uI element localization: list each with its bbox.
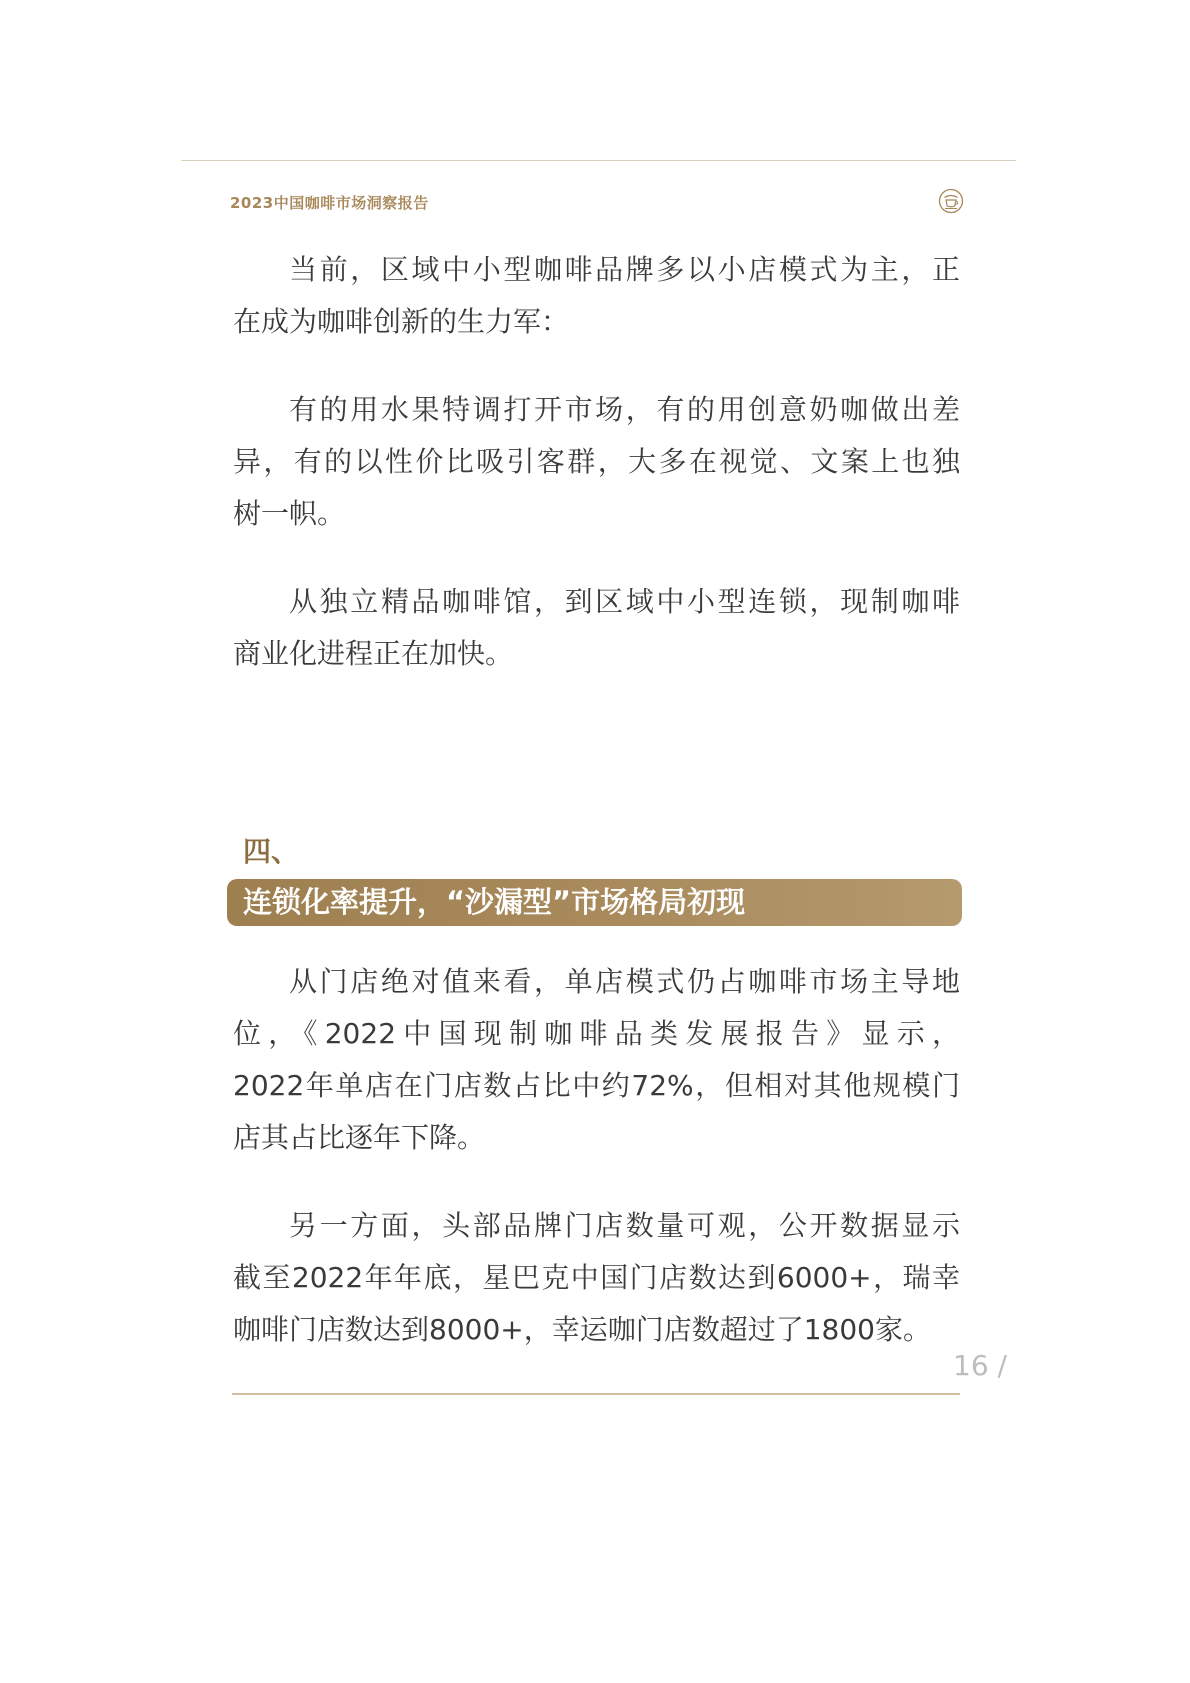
page-number: 16 / [953,1349,1007,1382]
text-line: 有的用水果特调打开市场，有的用创意奶咖做出差 [289,393,960,426]
text-line: 树一帜。 [233,497,346,530]
paragraph [233,956,960,1164]
text-line: 从门店绝对值来看，单店模式仍占咖啡市场主导地 [289,965,960,998]
paragraph [233,1200,960,1356]
text-line: 咖啡门店数达到8000+，幸运咖门店数超过了1800家。 [233,1313,931,1346]
section-title: 连锁化率提升，“沙漏型”市场格局初现 [243,885,746,919]
text-line: 在成为咖啡创新的生力军： [233,305,570,338]
report-title: 2023中国咖啡市场洞察报告 [230,194,429,212]
coffee-emblem-icon [938,188,964,214]
footer-divider [232,1393,960,1395]
section-number: 四、 [243,835,300,868]
text-line: 另一方面，头部品牌门店数量可观，公开数据显示 [289,1209,960,1242]
text-line: 异，有的以性价比吸引客群，大多在视觉、文案上也独 [233,445,960,478]
text-line: 当前，区域中小型咖啡品牌多以小店模式为主，正 [289,253,960,286]
text-line: 位，《2022中国现制咖啡品类发展报告》显示， [233,1017,960,1050]
intro-text-block [233,244,960,680]
text-line: 店其占比逐年下降。 [233,1121,486,1154]
section-text-block [233,956,960,1356]
paragraph [233,576,960,680]
text-line: 商业化进程正在加快。 [233,637,514,670]
paragraph [233,384,960,540]
text-line: 截至2022年年底，星巴克中国门店数达到6000+，瑞幸 [233,1261,960,1294]
paragraph [233,244,960,348]
section-title-banner [227,879,962,926]
text-line: 从独立精品咖啡馆，到区域中小型连锁，现制咖啡 [289,585,960,618]
header-divider [181,160,1016,161]
text-line: 2022年单店在门店数占比中约72%，但相对其他规模门 [233,1069,960,1102]
